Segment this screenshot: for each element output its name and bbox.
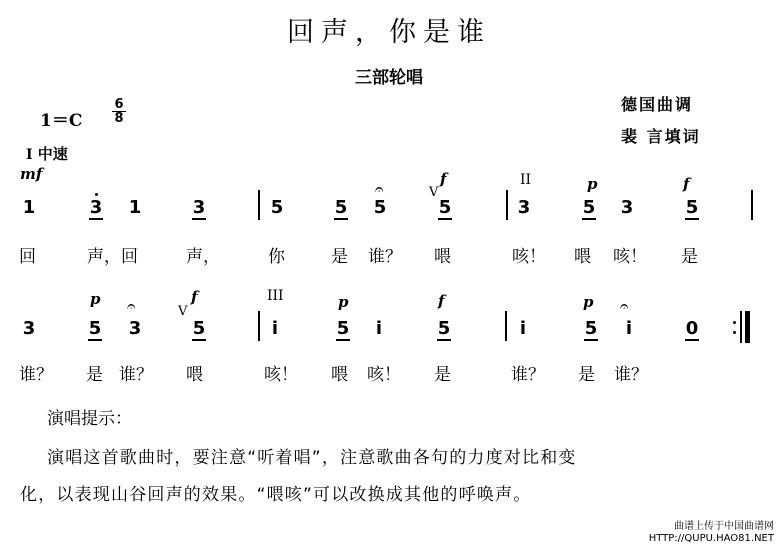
- song-title: 回声，你是谁: [287, 17, 491, 48]
- bar-line: [258, 190, 260, 220]
- part-entry-mark: III: [267, 288, 284, 304]
- dynamic-mark: p: [583, 293, 594, 311]
- lyric: 谁？: [614, 365, 648, 385]
- lyric: 是: [578, 365, 595, 385]
- lyric: 谁？: [511, 365, 545, 385]
- dynamic-mark: p: [587, 175, 598, 193]
- lyric: 咳！: [512, 247, 546, 267]
- lyric: 喂: [186, 365, 203, 385]
- bar-line: [740, 311, 742, 343]
- tips-line-2: 化，以表现山谷回声的效果。“喂咳”可以改换成其他的呼唤声。: [20, 485, 532, 505]
- watermark-line-2: HTTP://QUPU.HAO81.NET: [648, 533, 774, 544]
- lyric: 咳！: [367, 365, 401, 385]
- lyrics-credit: 裴 言填词: [621, 127, 701, 146]
- bar-line: [505, 311, 507, 341]
- note: 3: [517, 197, 531, 218]
- time-signature-top: 6: [114, 97, 124, 112]
- note: 3: [22, 318, 36, 339]
- lyric: 谁？: [368, 247, 402, 267]
- tempo-text: 中速: [37, 145, 68, 163]
- note: i: [625, 318, 633, 339]
- lyric: 声，回: [87, 247, 138, 267]
- note: 3: [192, 197, 206, 218]
- note: i: [519, 318, 527, 339]
- tempo-marking: [26, 143, 68, 164]
- note: 3: [620, 197, 634, 218]
- bar-line: [258, 311, 260, 341]
- time-signature-bottom: 8: [114, 111, 124, 126]
- note: 5: [88, 318, 102, 339]
- note: 5: [685, 197, 699, 218]
- note: 5: [270, 197, 284, 218]
- note: 5: [437, 318, 451, 339]
- dynamic-mark: f: [438, 292, 445, 310]
- lyric: 是: [434, 365, 451, 385]
- lyric: 喂: [434, 247, 451, 267]
- music-credit: 德国曲调: [621, 95, 694, 114]
- repeat-dot: [733, 321, 736, 324]
- note: i: [271, 318, 279, 339]
- dynamic-mark: mf: [20, 165, 43, 183]
- note: 1: [22, 197, 36, 218]
- tips-line-1: 演唱这首歌曲时，要注意“听着唱”，注意歌曲各句的力度对比和变: [47, 448, 577, 468]
- lyric: 是: [681, 247, 698, 267]
- lyric: 你: [268, 247, 285, 267]
- lyric: 喂: [574, 247, 591, 267]
- note: 5: [438, 197, 452, 218]
- key-signature: 1＝C: [40, 111, 83, 131]
- time-signature: [112, 98, 126, 125]
- dynamic-mark: p: [90, 290, 101, 308]
- song-subtitle: 三部轮唱: [355, 68, 423, 88]
- bar-line: [506, 190, 508, 220]
- lyric: 是: [86, 365, 103, 385]
- lyric: 回: [19, 247, 36, 267]
- fermata: 𝄐: [127, 297, 136, 315]
- lyric: 声，: [186, 247, 220, 267]
- note: 1: [128, 197, 142, 218]
- note: i: [375, 318, 383, 339]
- note: 3: [128, 318, 142, 339]
- dynamic-mark: f: [683, 175, 690, 193]
- note: 5: [373, 197, 387, 218]
- note: 0: [685, 318, 699, 339]
- lyric: 谁？: [19, 365, 53, 385]
- note: 5: [582, 197, 596, 218]
- note: 5: [584, 318, 598, 339]
- note: 5: [336, 318, 350, 339]
- section-mark-1: I: [26, 147, 33, 163]
- lyric: 谁？: [119, 365, 153, 385]
- lyric: 喂: [331, 365, 348, 385]
- lyric: 咳！: [613, 247, 647, 267]
- watermark: [649, 521, 774, 545]
- note: 5: [192, 318, 206, 339]
- dynamic-mark: f: [191, 288, 198, 306]
- watermark-line-1: 曲谱上传于中国曲谱网: [674, 521, 774, 532]
- note: 5: [334, 197, 348, 218]
- breath-mark: V: [429, 185, 439, 200]
- note: 3: [89, 197, 103, 218]
- dynamic-mark: p: [338, 293, 349, 311]
- breath-mark: V: [178, 304, 188, 319]
- fermata: 𝄐: [620, 297, 629, 315]
- lyric: 咳！: [264, 365, 298, 385]
- tips-heading: 演唱提示：: [47, 409, 132, 429]
- fermata: 𝄐: [375, 180, 384, 198]
- lyric: 是: [331, 247, 348, 267]
- dynamic-mark: f: [440, 170, 447, 188]
- final-bar-line: [745, 311, 750, 343]
- repeat-dot: [733, 331, 736, 334]
- bar-line: [751, 190, 753, 220]
- part-entry-mark: II: [520, 172, 532, 188]
